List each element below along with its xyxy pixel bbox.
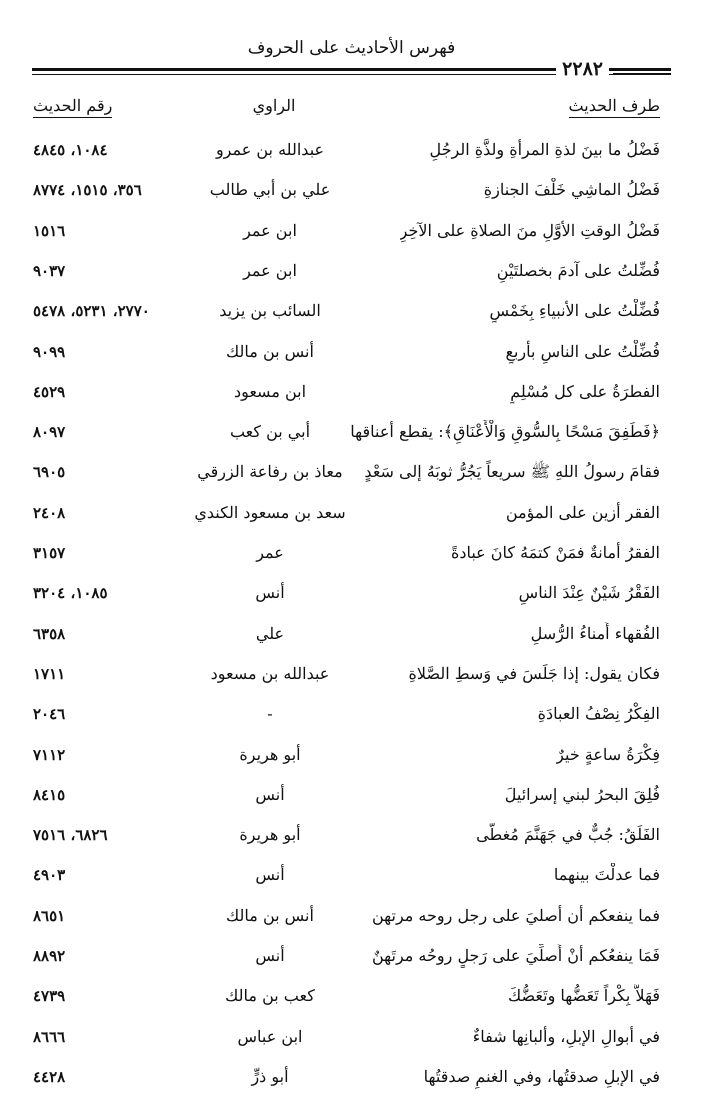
table-row — [0, 855, 703, 895]
hadith-incipit: فُضِّلْتُ على الناسِ بأربعٍ — [505, 341, 660, 361]
table-row — [0, 896, 703, 936]
hadith-incipit: فَهَلاَّ بِكْراً تَعَضُّها وتَعَضُّكَ — [508, 986, 660, 1006]
hadith-incipit: الفَلَقُ: جُبٌّ في جَهَنَّمَ مُغطَّى — [476, 825, 660, 845]
hadith-narrator: أنس — [255, 946, 285, 965]
hadith-narrator: - — [267, 704, 273, 724]
table-row — [0, 654, 703, 694]
hadith-narrator: أنس — [255, 784, 285, 804]
hadith-number: ٨٦٦٦ — [33, 1027, 66, 1046]
hadith-incipit: الفِكْرُ نِصْفُ العبادَةِ — [537, 704, 660, 724]
hadith-narrator: عبدالله بن عمرو — [215, 140, 325, 159]
hadith-number: ٦٨٢٦، ٧٥١٦ — [33, 826, 108, 845]
hadith-narrator: معاذ بن رفاعة الزرقي — [197, 462, 343, 482]
hadith-narrator: السائب بن يزيد — [219, 301, 321, 321]
table-row — [0, 775, 703, 815]
hadith-narrator: عبدالله بن مسعود — [210, 663, 330, 683]
table-row — [0, 130, 703, 170]
table-row — [0, 936, 703, 976]
table-row — [0, 614, 703, 654]
hadith-narrator: ابن عباس — [237, 1026, 303, 1046]
hadith-incipit: فَضْلُ ما بينَ لذةِ المرأةِ ولذَّةِ الرجُلِ — [429, 140, 660, 159]
table-row — [0, 735, 703, 775]
hadith-number: ٢٠٤٦ — [33, 705, 66, 724]
hadith-incipit: فكان يقول: إذا جَلَسَ في وَسطِ الصَّلاةِ — [408, 663, 660, 683]
hadith-incipit: فُلِقَ البحرُ لبني إسرائيلَ — [504, 784, 660, 804]
hadith-incipit: فَمَا ينفعُكم أنْ أُصلِّيَ على رَجلٍ روحُه مرتَهنٌ — [371, 946, 660, 965]
hadith-narrator: أبو هريرة — [239, 825, 301, 845]
column-header-raqm: رقم الحديث — [33, 96, 112, 118]
table-row — [0, 412, 703, 452]
hadith-number: ١٠٨٤، ٤٨٤٥ — [33, 141, 108, 159]
hadith-incipit: في أبوالِ الإبلِ، وألبانِها شفاءٌ — [472, 1026, 660, 1046]
hadith-narrator: علي — [255, 623, 285, 643]
hadith-number: ٢٤٠٨ — [33, 503, 66, 522]
hadith-incipit: الفَقْرُ شَيْنٌ عِنْدَ الناسِ — [518, 583, 660, 603]
hadith-narrator: ابن عمر — [243, 220, 297, 240]
hadith-narrator: أنس — [255, 583, 285, 603]
hadith-narrator: سعد بن مسعود الكندي — [194, 502, 346, 522]
column-header-tarf: طرف الحديث — [569, 96, 660, 118]
table-row — [0, 332, 703, 372]
hadith-incipit: الفطرَةُ على كل مُسْلِمٍ — [510, 381, 660, 401]
table-row — [0, 251, 703, 291]
hadith-number: ٧١١٢ — [33, 745, 66, 764]
hadith-number: ٣٥٦، ١٥١٥، ٨٧٧٤ — [33, 181, 142, 200]
table-row — [0, 533, 703, 573]
hadith-number: ٢٧٧٠، ٥٢٣١، ٥٤٧٨ — [33, 302, 150, 321]
table-row — [0, 573, 703, 613]
page-number-ornament — [613, 68, 671, 70]
hadith-number: ٤٧٣٩ — [33, 987, 66, 1006]
table-row — [0, 452, 703, 492]
table-row — [0, 694, 703, 734]
hadith-incipit: فما ينفعكم أن أصليَ على رجل روحه مرتهن — [371, 905, 660, 925]
table-row — [0, 372, 703, 412]
hadith-incipit: فُضِّلْتُ على الأنبياءِ بِخَمْسٍ — [489, 301, 660, 321]
table-row — [0, 170, 703, 210]
hadith-incipit: الفقر أزين على المؤمن — [505, 502, 660, 522]
table-row — [0, 493, 703, 533]
hadith-narrator: أبو ذرٍّ — [251, 1066, 289, 1086]
hadith-incipit: فما عدلْتَ بينهما — [553, 865, 660, 885]
table-row — [0, 211, 703, 251]
hadith-incipit: الفُقهاء أُمناءُ الرُّسلِ — [530, 623, 660, 643]
hadith-number: ٨٨٩٢ — [33, 947, 66, 965]
hadith-incipit: الفقرُ أمانةٌ فمَنْ كتمَهُ كانَ عبادةً — [450, 543, 660, 562]
hadith-number: ١٠٨٥، ٣٢٠٤ — [33, 584, 108, 603]
column-header-rawi: الراوي — [252, 96, 296, 115]
hadith-incipit: فقامَ رسولُ اللهِ ﷺ سريعاً يَجُرُّ ثوبَهُ إلى سَعْدٍ — [364, 462, 660, 482]
hadith-narrator: أنس — [255, 865, 285, 885]
hadith-narrator: أنس بن مالك — [226, 341, 314, 361]
table-row — [0, 815, 703, 855]
hadith-narrator: ابن عمر — [243, 260, 297, 280]
hadith-narrator: أنس بن مالك — [226, 905, 314, 925]
table-row — [0, 1017, 703, 1057]
hadith-number: ٣١٥٧ — [33, 544, 66, 562]
table-row — [0, 1057, 703, 1097]
table-row — [0, 976, 703, 1016]
header-title: فهرس الأحاديث على الحروف — [247, 38, 456, 58]
table-row — [0, 291, 703, 331]
hadith-number: ٦٣٥٨ — [33, 624, 66, 643]
hadith-narrator: عمر — [256, 543, 284, 562]
hadith-number: ٩٠٣٧ — [33, 261, 66, 280]
hadith-narrator: أبي بن كعب — [229, 422, 311, 442]
hadith-incipit: في الإبلِ صدقتُها، وفي الغنمِ صدقتُها — [423, 1066, 660, 1086]
hadith-incipit: فِكْرَةُ ساعةٍ خيرٌ — [556, 744, 660, 764]
hadith-narrator: علي بن أبي طالب — [209, 180, 331, 200]
hadith-number: ٦٩٠٥ — [33, 463, 66, 482]
hadith-narrator: أبو هريرة — [239, 744, 301, 764]
page-number: ٢٢٨٢ — [556, 60, 609, 79]
hadith-narrator: كعب بن مالك — [225, 986, 315, 1006]
hadith-incipit: فَضْلُ الوقتِ الأوَّلِ منَ الصلاةِ على الآخِرِ — [399, 220, 660, 240]
hadith-number: ٤٩٠٣ — [33, 866, 66, 885]
hadith-incipit: فَضْلُ الماشِي خَلْفَ الجنازةِ — [483, 180, 660, 200]
hadith-number: ٤٤٢٨ — [33, 1067, 66, 1086]
hadith-number: ٤٥٢٩ — [33, 382, 66, 401]
running-header — [32, 38, 671, 78]
hadith-number: ١٧١١ — [33, 664, 66, 683]
hadith-incipit: فُضِّلتُ على آدمَ بخصلتَيْنِ — [496, 260, 660, 280]
hadith-number: ٨٤١٥ — [33, 785, 66, 804]
hadith-number: ٨٠٩٧ — [33, 423, 66, 442]
hadith-number: ٩٠٩٩ — [33, 342, 66, 361]
hadith-number: ١٥١٦ — [33, 221, 66, 240]
hadith-narrator: ابن مسعود — [233, 381, 307, 401]
hadith-number: ٨٦٥١ — [33, 906, 66, 925]
hadith-incipit: ﴿فَطَفِقَ مَسْحًا بِالسُّوقِ وَالْأَعْنَاقِ﴾: يقطع أعناقها — [350, 422, 660, 442]
